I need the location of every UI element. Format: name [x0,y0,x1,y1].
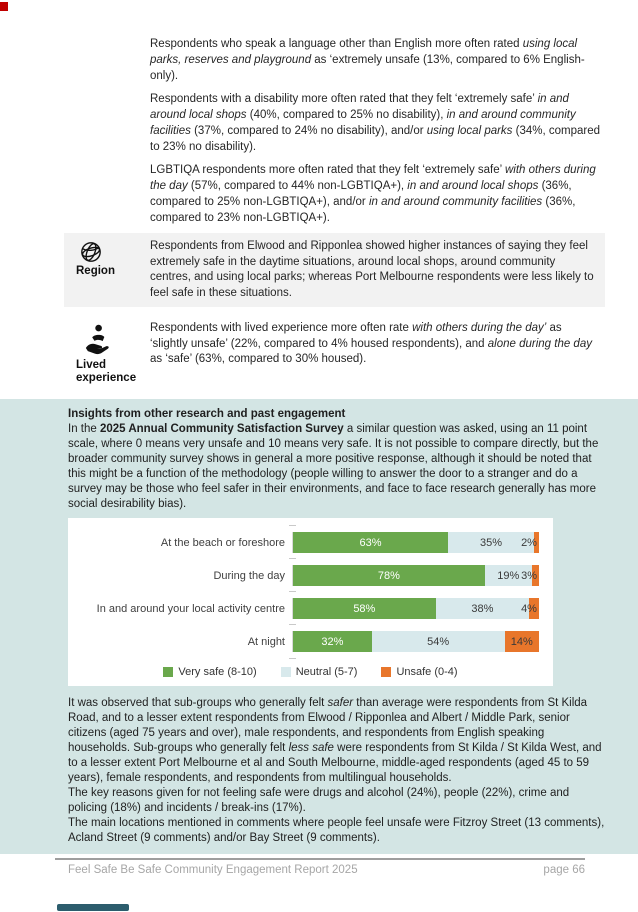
footer-page-number: page 66 [543,864,585,876]
text-segment: with others during the day [150,164,596,192]
insights-heading: Insights from other research and past engagement [68,408,346,420]
text-segment: 2025 Annual Community Satisfaction Survey [99,423,344,435]
legend-label: Neutral (5-7) [295,666,358,678]
text-segment: alone during the day [487,337,592,350]
text-segment: (40%, compared to 25% no disability), [246,109,447,121]
chart-category-label: At the beach or foreshore [160,536,285,549]
region-text [150,239,595,301]
chart-value-label: 63% [359,536,382,549]
globe-icon [80,241,102,263]
chart-category-label: In and around your local activity centre [96,602,285,615]
text-segment: as ‘extremely unsafe (13%, compared to 6% English-only). [150,54,585,82]
chart-value-label: 38% [471,602,494,615]
chart-segment [372,631,505,652]
chart-segment [293,532,448,553]
legend-item [281,666,358,678]
text-segment: using local parks, reserves and playground [150,38,578,66]
chart-segment [293,565,485,586]
chart-value-label: 58% [353,602,376,615]
lived-experience-icon-column [76,321,150,385]
legend-item [163,666,256,678]
post-paragraph [68,816,605,846]
chart-bar [292,565,539,586]
text-segment: Respondents with lived experience more often rate [150,322,413,334]
text-segment: less safe [288,742,334,754]
page-bottom-mark [57,904,129,911]
text-segment: a similar question was asked, using an 11 point scale, where 0 means very unsafe and 10 means very safe. It is not possible to compare directly, but the broader community survey shows in general a more positive response, although it should be noted that this might be a function of the methodology (people willing to answer the door to a stranger and do a survey may be those who feel safer in their environments, and face to face research generally has more social desirability bias). [68,423,599,510]
text-segment: The main locations mentioned in comments where people feel unsafe were Fitzroy Street (13 comments), Acland Street (9 comments) and/or Bay Street (9 comments). [68,817,605,844]
chart-category-label: At night [247,635,285,648]
chart-value-label: 3% [521,569,537,582]
chart-segment [521,532,539,553]
legend-label: Unsafe (0-4) [396,666,458,678]
post-paragraph [68,786,605,816]
chart-segment [293,598,436,619]
legend-swatch [163,667,173,677]
chart-value-label: 32% [321,635,344,648]
chart-segment [293,631,372,652]
text-segment: Respondents with a disability more often rated that they felt ‘extremely safe’ [150,93,538,105]
chart-row [68,559,553,592]
text-segment: (34%, compared to 23% no disability). [150,125,601,153]
footer [55,858,585,876]
text-segment: (36%, compared to 25% non-LGBTIQA+), and/or [150,180,572,208]
chart-segment [436,598,529,619]
finding-paragraph [150,91,605,155]
chart-segment [505,631,539,652]
text-segment: (36%, compared to 23% non-LGBTIQA+). [150,196,576,224]
legend-swatch [281,667,291,677]
chart-value-label: 78% [377,569,400,582]
text-segment: Respondents from Elwood and Ripponlea showed higher instances of saying they feel extremely safe in the daytime situations, around local shops, around community centres, and using local parks; whereas Port Melbourne respondents were less likely to feel safe in these situations. [150,240,594,299]
chart-panel [68,518,553,686]
chart-value-label: 19% [497,569,520,582]
text-segment: It was observed that sub-groups who generally felt [68,697,328,709]
chart-segment [521,598,539,619]
text-segment: as ‘slightly unsafe’ (22%, compared to 4% housed respondents), and [150,322,562,350]
insights-section [0,399,638,854]
text-segment: in and around community facilities [368,196,543,208]
chart-category-label: During the day [213,569,285,582]
text-segment: (57%, compared to 44% non-LGBTIQA+), [187,180,408,192]
legend-item [381,666,457,678]
insights-intro [68,422,605,512]
region-label: Region [76,265,115,277]
chart-legend [68,666,553,678]
text-segment: as ‘safe’ (63%, compared to 30% housed). [150,353,367,365]
lived-experience-row [64,313,605,391]
chart-bar [292,532,539,553]
text-segment: Respondents who speak a language other than English more often rated [150,38,523,50]
text-segment: with others during the day’ [412,322,547,334]
chart-row [68,625,553,658]
person-care-icon [80,323,114,357]
chart-row [68,592,553,625]
lived-experience-text [150,321,595,385]
chart-value-label: 4% [521,602,537,615]
legend-label: Very safe (8-10) [178,666,257,678]
text-segment: in and around local shops [150,93,569,121]
text-segment: The key reasons given for not feeling safe were drugs and alcohol (24%), people (22%), crime and policing (18%) and incidents / break-ins (17%). [68,787,570,814]
chart-row [68,526,553,559]
legend-swatch [381,667,391,677]
findings-block [0,0,638,226]
text-segment: In the [68,423,100,435]
chart-value-label: 14% [510,635,533,648]
text-segment: were respondents from St Kilda / St Kilda West, and to a lesser extent Port Melbourne et al and South Melbourne, middle-aged respondents (aged 45 to 59 years), female respondents, and respondents from multilingual households. [68,742,602,784]
chart-bar [292,631,539,652]
text-segment: (37%, compared to 24% no disability), and/or [190,125,427,137]
chart-bar [292,598,539,619]
footer-row [55,860,585,876]
chart-value-label: 2% [521,536,537,549]
finding-paragraph [150,162,605,226]
text-segment: in and around local shops [407,180,539,192]
region-icon-column [76,239,150,301]
post-paragraph [68,696,605,786]
text-segment: than average were respondents from St Kilda Road, and to a lesser extent respondents from Elwood / Ripponlea and Albert / Middle Park, senior citizens (aged 75 years and over), male respondents, and respondents from English speaking households. Sub-groups who generally felt [68,697,588,754]
text-segment: safer [327,697,354,709]
chart-segment [521,565,539,586]
footer-title: Feel Safe Be Safe Community Engagement Report 2025 [68,864,358,876]
text-segment: in and around community facilities [150,109,576,137]
chart-rows [68,526,553,658]
text-segment: LGBTIQA respondents more often rated that they felt ‘extremely safe’ [150,164,505,176]
lived-experience-label: Lived experience [76,359,137,384]
finding-paragraph [150,36,605,84]
text-segment: using local parks [426,125,513,137]
page-corner-mark [0,2,8,11]
chart-value-label: 54% [427,635,450,648]
region-row [64,233,605,307]
chart-value-label: 35% [480,536,503,549]
